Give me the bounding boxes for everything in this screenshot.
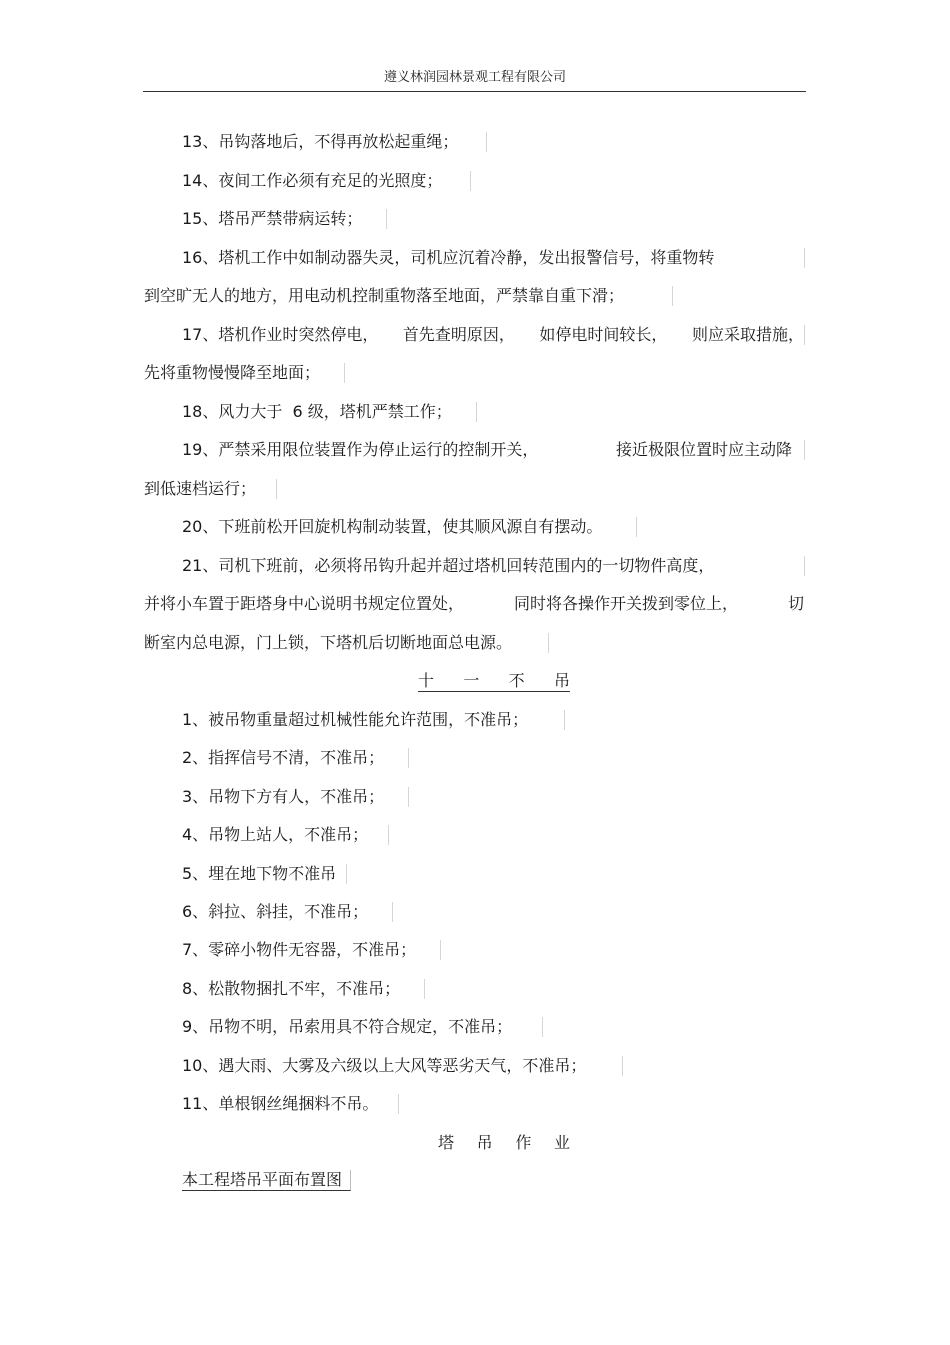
list-item: 8、松散物捆扎不牢，不准吊； [182, 979, 425, 999]
list-item: 7、零碎小物件无容器，不准吊； [182, 940, 441, 960]
item-21-line1: 21、司机下班前，必须将吊钩升起并超过塔机回转范围内的一切物件高度， [182, 556, 805, 576]
list-item: 10、遇大雨、大雾及六级以上大风等恶劣天气，不准吊； [182, 1056, 623, 1076]
item-17-line1: 17、塔机作业时突然停电， 首先查明原因， 如停电时间较长， 则应采取措施， [182, 325, 804, 344]
list-item: 18、风力大于 6 级，塔机严禁工作； [182, 402, 477, 422]
list-item: 15、塔吊严禁带病运转； [182, 209, 387, 229]
list-item: 20、下班前松开回旋机构制动装置，使其顺风源自有摆动。 [182, 517, 637, 537]
page-header: 遵义林润园林景观工程有限公司 [383, 70, 566, 85]
list-item: 4、吊物上站人，不准吊； [182, 825, 389, 845]
list-item: 1、被吊物重量超过机械性能允许范围，不准吊； [182, 710, 565, 730]
section-title: 塔 吊 作 业 [438, 1133, 570, 1152]
list-item: 5、埋在地下物不准吊 [182, 864, 347, 884]
list-item: 11、单根钢丝绳捆料不吊。 [182, 1094, 399, 1114]
item-16-line1: 16、塔机工作中如制动器失灵，司机应沉着冷静，发出报警信号，将重物转 [182, 248, 805, 268]
list-item: 2、指挥信号不清，不准吊； [182, 748, 409, 768]
list-item: 13、吊钩落地后，不得再放松起重绳； [182, 132, 487, 152]
item-17-line2: 先将重物慢慢降至地面； [144, 363, 345, 383]
list-item: 9、吊物不明，吊索用具不符合规定，不准吊； [182, 1017, 543, 1037]
list-item: 14、夜间工作必须有充足的光照度； [182, 171, 471, 191]
list-item: 6、斜拉、斜挂，不准吊； [182, 902, 393, 922]
item-19-line2: 到低速档运行； [144, 479, 277, 499]
list-item: 3、吊物下方有人，不准吊； [182, 787, 409, 807]
section-title: 十 一 不 吊 [418, 671, 570, 690]
item-21-line2: 并将小车置于距塔身中心说明书规定位置处， 同时将各操作开关拨到零位上， 切 [144, 594, 804, 613]
item-21-line3: 断室内总电源，门上锁，下塔机后切断地面总电源。 [144, 633, 549, 653]
item-19-line1: 19、严禁采用限位装置作为停止运行的控制开关， 接近极限位置时应主动降 [182, 440, 805, 460]
figure-caption: 本工程塔吊平面布置图 [182, 1170, 351, 1191]
item-16-line2: 到空旷无人的地方，用电动机控制重物落至地面，严禁靠自重下滑； [144, 286, 673, 306]
header-rule [143, 91, 806, 92]
